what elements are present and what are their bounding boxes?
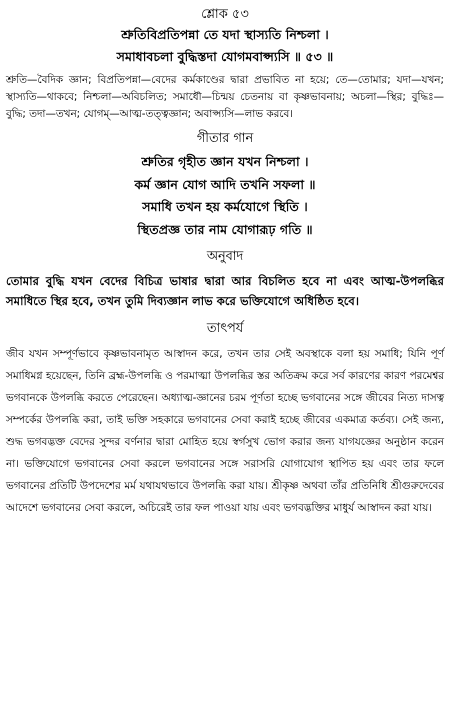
word-synonyms: শ্রুতি—বৈদিক জ্ঞান; বিপ্রতিপন্না—বেদের কর্মকাণ্ডের দ্বারা প্রভাবিত না হয়ে; তে—তোমার; যদা—যখন; স্থাস্যতি—থাকবে; নিশ্চলা—অবিচলিত; সমাধৌ—চিন্ময় চেতনায় বা কৃষ্ণভাবনায়; অচলা—স্থির; বুদ্ধিঃ—বুদ্ধি; তদা—তখন; যোগম্—আত্ম-তত্ত্বজ্ঞান; অবাপ্স্যসি—লাভ করবে।: [6, 74, 444, 120]
translation-title: অনুবাদ: [206, 249, 244, 264]
purport-title: তাৎপর্য: [206, 321, 244, 336]
song-title: গীতার গান: [196, 131, 254, 146]
song-line-2: কর্ম জ্ঞান যোগ আদি তখনি সফলা ॥: [134, 176, 316, 192]
translation-text: তোমার বুদ্ধি যখন বেদের বিচিত্র ভাষার দ্বারা আর বিচলিত হবে না এবং আত্ম-উপলব্ধির সমাধিতে স্থির হবে, তখন তুমি দিব্যজ্ঞান লাভ করে ভক্তিযোগে অধিষ্ঠিত হবে।: [6, 274, 444, 308]
song-line-3: সমাধি তখন হয় কর্মযোগে স্থিতি ।: [142, 199, 308, 214]
song-block: [6, 151, 444, 241]
song-line-1: শ্রুতির গৃহীত জ্ঞান যখন নিশ্চলা ।: [141, 154, 309, 169]
verse-line-1: শ্রুতিবিপ্রতিপন্না তে যদা স্থাস্যতি নিশ্চলা ।: [121, 27, 329, 42]
song-line-4: স্থিতপ্রজ্ঞ তার নাম যোগারূঢ় গতি ॥: [137, 221, 313, 237]
purport-text: জীব যখন সম্পূর্ণভাবে কৃষ্ণভাবনামৃত আস্বাদন করে, তখন তার সেই অবস্থাকে বলা হয় সমাধি; যিনি পূর্ণ সমাধিমগ্ন হয়েছেন, তিনি ব্রহ্ম-উপলব্ধি ও পরমাত্মা উপলব্ধির স্তর অতিক্রম করে সর্ব কারণের কারণ পরমেশ্বর ভগবানকে উপলব্ধি করতে পেরেছেন। অধ্যাত্ম-জ্ঞানের চরম পূর্ণতা হচ্ছে ভগবানের সঙ্গে জীবের নিত্য দাসত্ব সম্পর্কের উপলব্ধি করা, তাই ভক্তি সহকারে ভগবানের সেবা করাই হচ্ছে জীবের একমাত্র কর্তব্য। সেই জন্য, শুদ্ধ ভগবদ্ভক্ত বেদের সুন্দর বর্ণনার দ্বারা মোহিত হয়ে স্বর্গসুখ ভোগ করার জন্য যাগযজ্ঞের অনুষ্ঠান করেন না। ভক্তিযোগে ভগবানের সেবা করলে ভগবানের সঙ্গে সরাসরি যোগাযোগ স্থাপিত হয় এবং তার ফলে ভগবানের প্রতিটি উপদেশের মর্ম যথাযথভাবে উপলব্ধি করা যায়। শ্রীকৃষ্ণ অথবা তাঁর প্রতিনিধি শ্রীগুরুদেবের আদেশে ভগবানের সেবা করলে, অচিরেই তার ফল পাওয়া যায় এবং ভগবদ্ভক্তির মাধুর্য আস্বাদন করা যায়।: [6, 348, 444, 514]
verse-line-2: সমাধাবচলা বুদ্ধিস্তদা যোগমবাপ্স্যসি ॥ ৫৩ ॥: [116, 49, 334, 64]
verse-number: শ্লোক ৫৩: [201, 7, 249, 22]
